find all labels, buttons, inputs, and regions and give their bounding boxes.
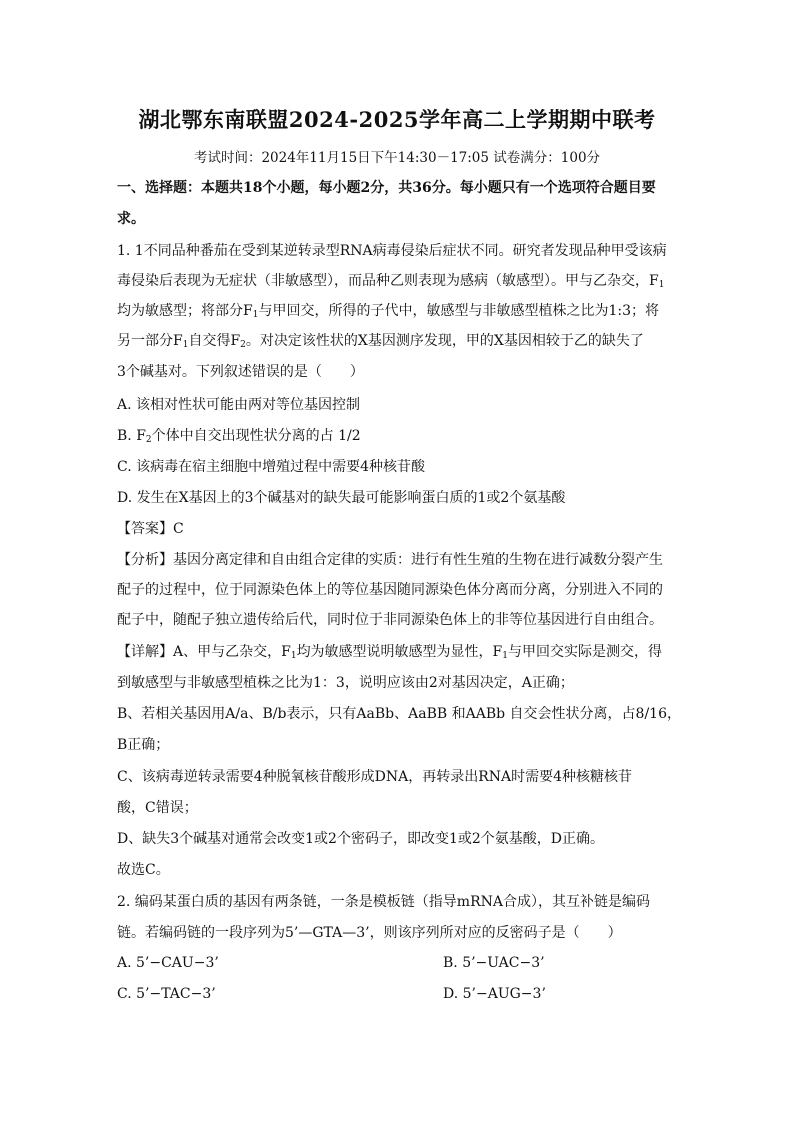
q1-analysis-line2: 配子的过程中，位于同源染色体上的等位基因随同源染色体分离而分离，分别进入不同的 bbox=[117, 582, 663, 598]
q1-stem-line1: 1. 1不同品种番茄在受到某逆转录型RNA病毒侵染后症状不同。研究者发现品种甲受该病 bbox=[117, 243, 667, 259]
q1-detail-line7: D、缺失3个碱基对通常会改变1或2个密码子，即改变1或2个氨基酸，D正确。 bbox=[117, 831, 604, 847]
q1-stem-line3-a: 均为敏感型；将部分F bbox=[117, 303, 253, 319]
q1-stem-line4-b: 自交得F bbox=[188, 333, 241, 349]
q2-option-c: C. 5’−TAC−3’ bbox=[117, 986, 216, 1002]
q1-stem-line5: 3个碱基对。下列叙述错误的是（ ） bbox=[117, 364, 364, 380]
q1-detail-line5: C、该病毒逆转录需要4种脱氧核苷酸形成DNA，再转录出RNA时需要4种核糖核苷 bbox=[117, 769, 633, 785]
q1-stem-line4-sub1: 1 bbox=[182, 340, 189, 350]
q1-detail-line6: 酸，C错误； bbox=[117, 800, 198, 816]
q1-detail-line1-c: 与甲回交实际是测交，得 bbox=[508, 644, 663, 660]
q1-analysis-line3: 配子中，随配子独立遗传给后代，同时位于非同源染色体上的非等位基因进行自由组合。 bbox=[117, 612, 663, 628]
q2-option-b: B. 5’−UAC−3’ bbox=[443, 955, 545, 971]
section-heading-line1: 一、选择题：本题共18个小题，每小题2分，共36分。每小题只有一个选项符合题目要 bbox=[117, 180, 656, 196]
q1-detail-line1 bbox=[117, 641, 677, 661]
section-heading-line2: 求。 bbox=[117, 211, 145, 227]
q1-stem-line2 bbox=[117, 270, 677, 290]
q1-detail-line1-sub2: 1 bbox=[502, 651, 509, 661]
q1-detail-line1-b: 均为敏感型说明敏感型为显性，F bbox=[296, 644, 503, 660]
q1-stem-line2-text: 毒侵染后表现为无症状（非敏感型），而品种乙则表现为感病（敏感型）。甲与乙杂交，F bbox=[117, 273, 659, 289]
q1-option-b bbox=[117, 425, 677, 445]
q2-stem-line2: 链。若编码链的一段序列为5’—GTA—3’，则该序列所对应的反密码子是（ ） bbox=[117, 925, 622, 941]
q1-detail-line2: 到敏感型与非敏感型植株之比为1：3，说明应该由2对基因决定，A正确； bbox=[117, 675, 574, 691]
q1-detail-line3: B、若相关基因用A/a、B/b表示，只有AaBb、AaBB 和AABb 自交会性状分离，占8/16， bbox=[117, 706, 681, 722]
q1-detail-line1-sub1: 1 bbox=[290, 651, 297, 661]
q1-answer: 【答案】C bbox=[117, 521, 184, 537]
q1-option-d: D. 发生在X基因上的3个碱基对的缺失最可能影响蛋白质的1或2个氨基酸 bbox=[117, 490, 566, 506]
q1-stem-line4-c: 。对决定该性状的X基因测序发现，甲的X基因相较于乙的缺失了 bbox=[245, 333, 644, 349]
q1-stem-line3-sub: 1 bbox=[252, 310, 259, 320]
q1-stem-line2-sub: 1 bbox=[658, 280, 665, 290]
q1-stem-line4 bbox=[117, 330, 677, 350]
q2-option-d: D. 5’−AUG−3’ bbox=[443, 986, 546, 1002]
q2-stem-line1: 2. 编码某蛋白质的基因有两条链，一条是模板链（指导mRNA合成），其互补链是编码 bbox=[117, 894, 650, 910]
q1-option-b-b: 个体中自交出现性状分离的占 1/2 bbox=[151, 428, 361, 444]
q1-stem-line3 bbox=[117, 300, 677, 320]
exam-title: 湖北鄂东南联盟2024-2025学年高二上学期期中联考 bbox=[138, 107, 656, 132]
q1-analysis-line1: 【分析】基因分离定律和自由组合定律的实质：进行有性生殖的生物在进行减数分裂产生 bbox=[117, 552, 663, 568]
q1-option-a: A. 该相对性状可能由两对等位基因控制 bbox=[117, 397, 361, 413]
q1-detail-line1-a: 【详解】A、甲与乙杂交，F bbox=[117, 644, 291, 660]
exam-subtitle: 考试时间：2024年11月15日下午14:30－17:05 试卷满分：100分 bbox=[193, 150, 601, 166]
q1-option-b-a: B. F bbox=[117, 428, 146, 444]
q1-detail-line4: B正确； bbox=[117, 737, 170, 753]
q2-option-a: A. 5’−CAU−3’ bbox=[117, 955, 219, 971]
q1-option-c: C. 该病毒在宿主细胞中增殖过程中需要4种核苷酸 bbox=[117, 459, 426, 475]
q1-option-b-sub: 2 bbox=[145, 435, 152, 445]
q1-conclusion: 故选C。 bbox=[117, 862, 170, 878]
q1-stem-line4-a: 另一部分F bbox=[117, 333, 183, 349]
q1-stem-line4-sub2: 2 bbox=[240, 340, 246, 350]
q1-stem-line3-b: 与甲回交，所得的子代中，敏感型与非敏感型植株之比为1:3；将 bbox=[258, 303, 659, 319]
